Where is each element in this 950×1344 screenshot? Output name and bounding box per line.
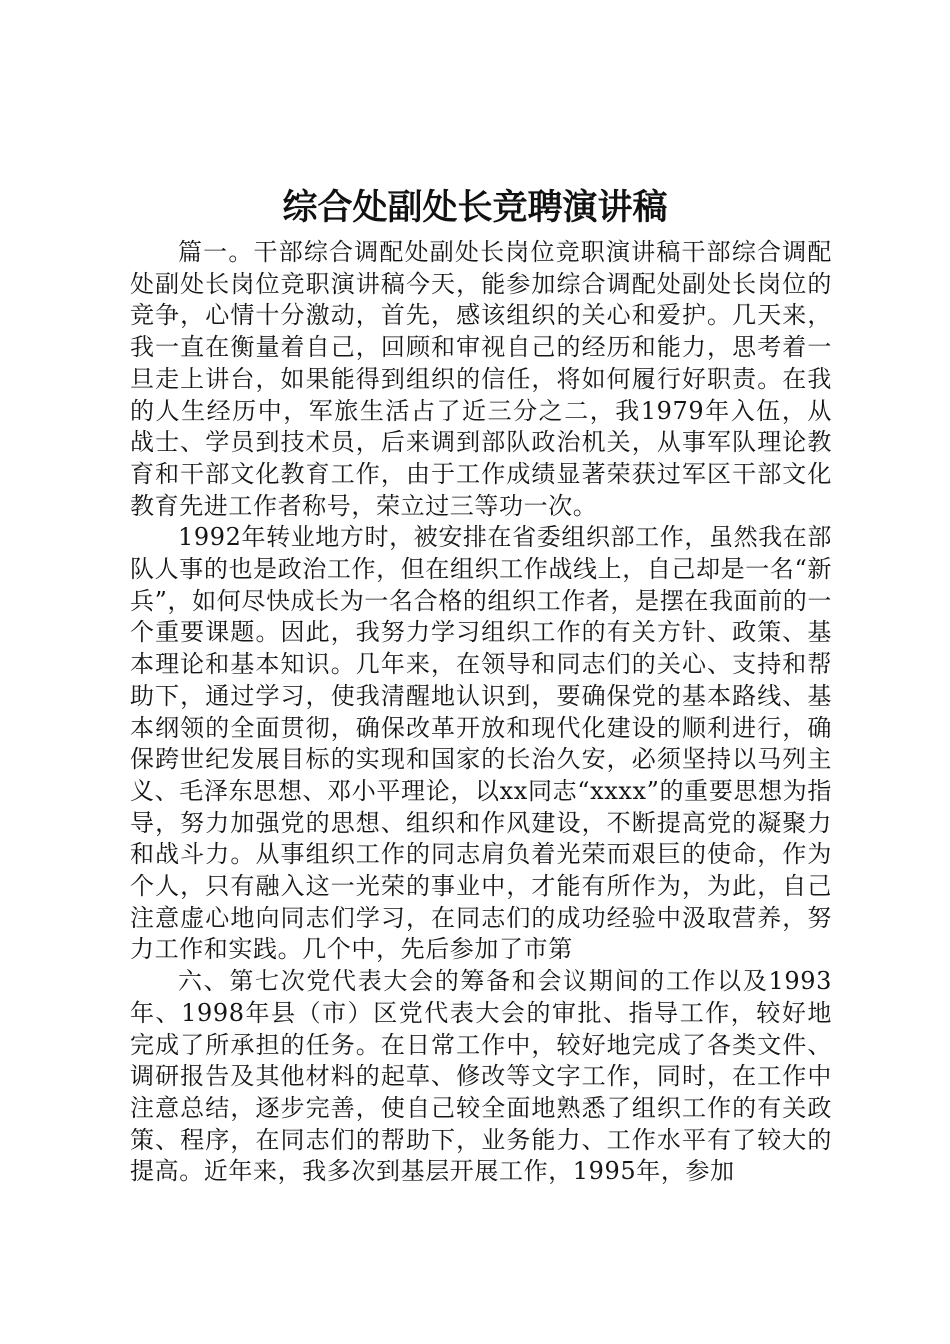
paragraph-2: 1992年转业地方时，被安排在省委组织部工作，虽然我在部队人事的也是政治工作，但在组织工作战线上，自己却是一名“新兵”，如何尽快成长为一名合格的组织工作者，是摆在我面前的一个重要课题。因此，我努力学习组织工作的有关方针、政策、基本理论和基本知识。几年来，在领导和同志们的关心、支持和帮助下，通过学习，使我清醒地认识到，要确保党的基本路线、基本纲领的全面贯彻，确保改革开放和现代化建设的顺利进行，确保跨世纪发展目标的实现和国家的长治久安，必须坚持以马列主义、毛泽东思想、邓小平理论，以xx同志“xxxx”的重要思想为指导，努力加强党的思想、组织和作风建设，不断提高党的凝聚力和战斗力。从事组织工作的同志肩负着光荣而艰巨的使命，作为个人，只有融入这一光荣的事业中，才能有所作为，为此，自己注意虚心地向同志们学习，在同志们的成功经验中汲取营养，努力工作和实践。几个中，先后参加了市第 [130,523,832,964]
paragraph-1: 篇一。干部综合调配处副处长岗位竞职演讲稿干部综合调配处副处长岗位竞职演讲稿今天，能参加综合调配处副处长岗位的竞争，心情十分激动，首先，感该组织的关心和爱护。几天来，我一直在衡量着自己，回顾和审视自己的经历和能力，思考着一旦走上讲台，如果能得到组织的信任，将如何履行好职责。在我的人生经历中，军旅生活占了近三分之二，我1979年入伍，从战士、学员到技术员，后来调到部队政治机关，从事军队理论教育和干部文化教育工作，由于工作成绩显著荣获过军区干部文化教育先进工作者称号，荣立过三等功一次。 [130,238,832,520]
document-title: 综合处副处长竞聘演讲稿 [282,187,668,228]
document-body [130,237,832,1188]
paragraph-3: 六、第七次党代表大会的筹备和会议期间的工作以及1993年、1998年县（市）区党代表大会的审批、指导工作，较好地完成了所承担的任务。在日常工作中，较好地完成了各类文件、调研报告及其他材料的起草、修改等文字工作，同时，在工作中注意总结，逐步完善，使自己较全面地熟悉了组织工作的有关政策、程序，在同志们的帮助下，业务能力、工作水平有了较大的提高。近年来，我多次到基层开展工作，1995年，参加 [130,967,832,1186]
